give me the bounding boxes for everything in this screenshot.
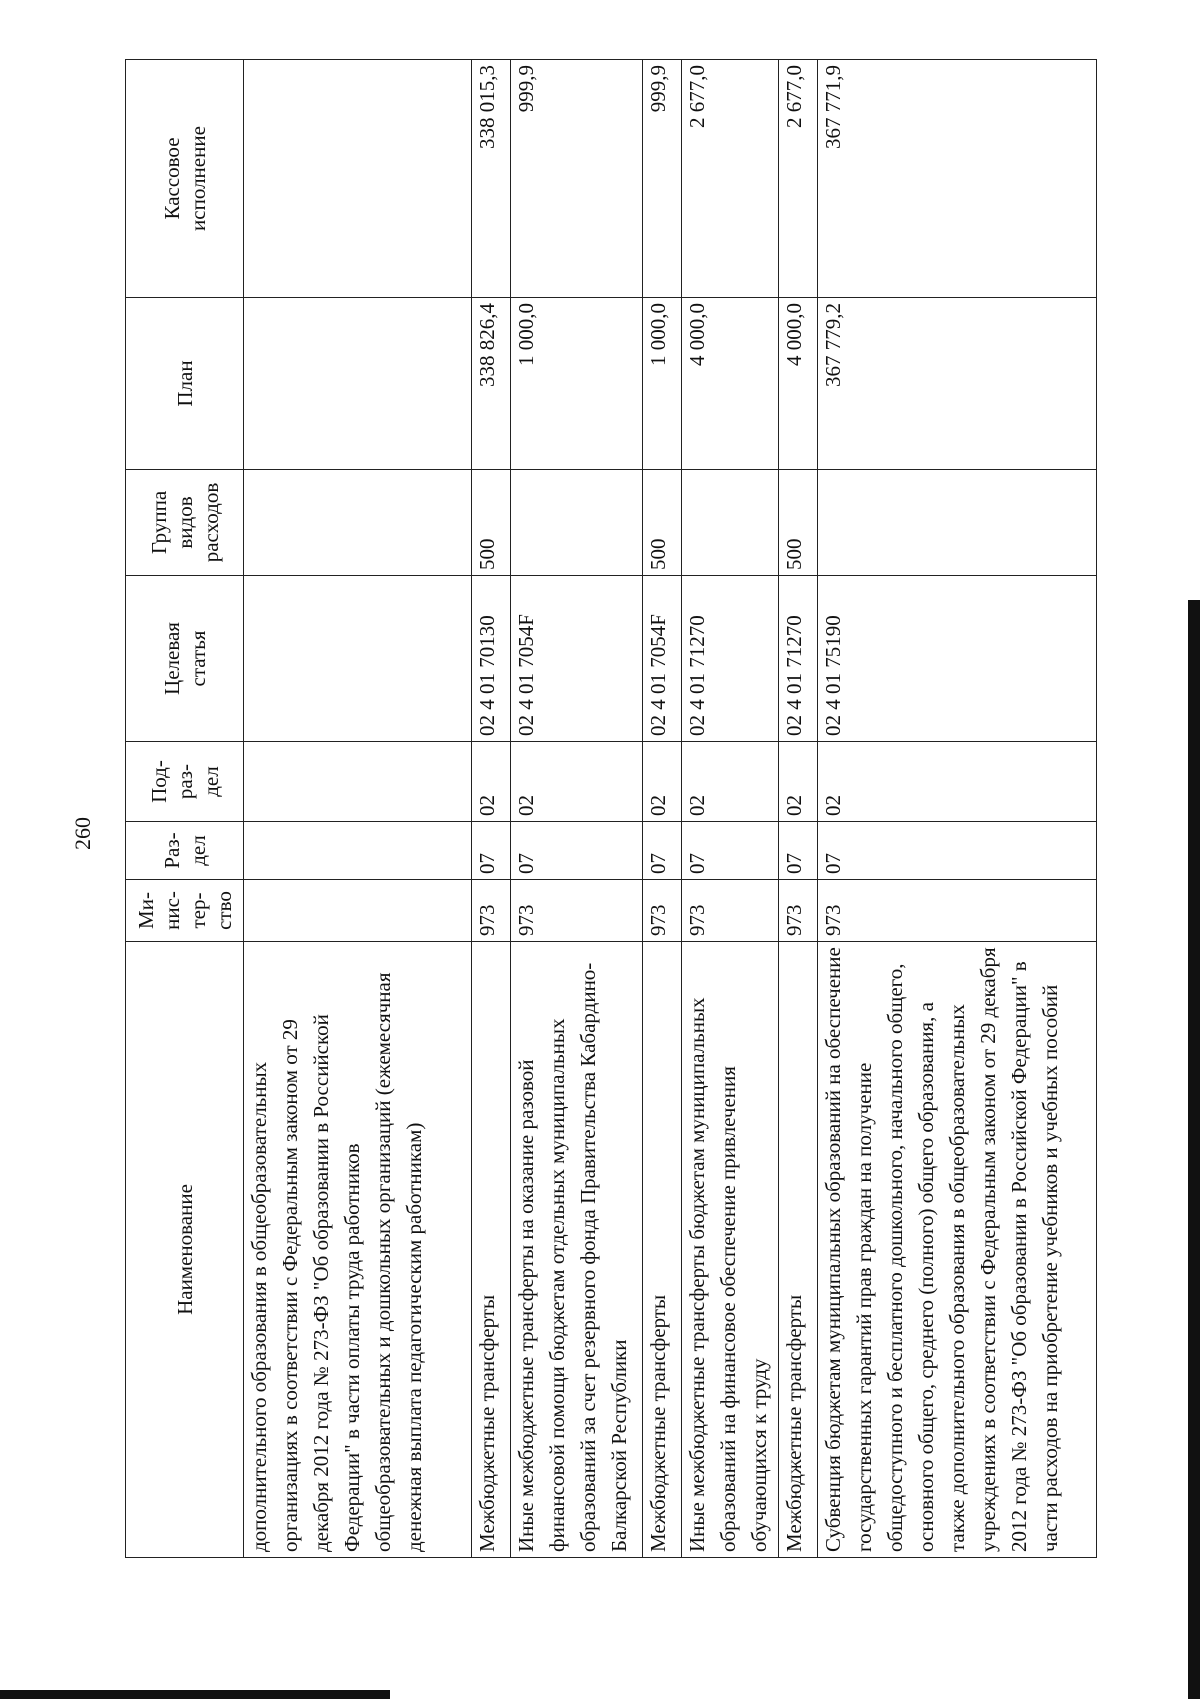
table-row [682, 60, 779, 1558]
row-section: 07 [779, 822, 818, 880]
header-subsection: Под- раз- дел [126, 742, 244, 822]
row-target: 02 4 01 70130 [472, 576, 511, 742]
row-ministry: 973 [779, 880, 818, 942]
scan-edge-right [1188, 600, 1200, 1699]
row-execution [244, 60, 472, 298]
row-subsection: 02 [779, 742, 818, 822]
row-target: 02 4 01 75190 [818, 576, 1097, 742]
header-group: Группа видов расходов [126, 470, 244, 576]
row-name: Межбюджетные трансферты [643, 942, 682, 1558]
row-execution: 999,9 [643, 60, 682, 298]
budget-table [125, 59, 1097, 1558]
row-target: 02 4 01 7054F [511, 576, 643, 742]
table-header-row [126, 60, 244, 1558]
row-ministry: 973 [818, 880, 1097, 942]
row-section [244, 822, 472, 880]
row-target: 02 4 01 7054F [643, 576, 682, 742]
header-ministry: Ми- нис- тер- ство [126, 880, 244, 942]
row-plan: 1 000,0 [643, 298, 682, 470]
row-group [818, 470, 1097, 576]
row-ministry [244, 880, 472, 942]
row-execution: 338 015,3 [472, 60, 511, 298]
scan-edge-bottom [0, 1690, 390, 1699]
row-subsection: 02 [472, 742, 511, 822]
row-name: Межбюджетные трансферты [779, 942, 818, 1558]
header-section: Раз- дел [126, 822, 244, 880]
row-section: 07 [818, 822, 1097, 880]
row-subsection: 02 [818, 742, 1097, 822]
row-subsection: 02 [511, 742, 643, 822]
row-section: 07 [472, 822, 511, 880]
row-execution: 367 771,9 [818, 60, 1097, 298]
row-group [511, 470, 643, 576]
row-plan [244, 298, 472, 470]
row-ministry: 973 [511, 880, 643, 942]
row-plan: 367 779,2 [818, 298, 1097, 470]
table-row [779, 60, 818, 1558]
row-name: дополнительного образования в общеобразовательных организациях в соответствии с Федеральным законом от 29 декабря 2012 года № 273-ФЗ "Об образовании в Российской Федерации" в части оплаты труда работников общеобразовательных и дошкольных организаций (ежемесячная денежная выплата педагогическим работникам) [244, 942, 472, 1558]
row-group [244, 470, 472, 576]
row-subsection: 02 [643, 742, 682, 822]
row-group [682, 470, 779, 576]
row-section: 07 [643, 822, 682, 880]
header-target: Целевая статья [126, 576, 244, 742]
row-plan: 4 000,0 [779, 298, 818, 470]
row-section: 07 [682, 822, 779, 880]
row-execution: 2 677,0 [682, 60, 779, 298]
row-ministry: 973 [682, 880, 779, 942]
row-name: Иные межбюджетные трансферты на оказание разовой финансовой помощи бюджетам отдельных муниципальных образований за счет резервного фонда Правительства Кабардино-Балкарской Республики [511, 942, 643, 1558]
row-ministry: 973 [643, 880, 682, 942]
budget-table-container [125, 60, 1076, 1558]
table-row [643, 60, 682, 1558]
row-plan: 4 000,0 [682, 298, 779, 470]
row-name: Иные межбюджетные трансферты бюджетам муниципальных образований на финансовое обеспечение привлечения обучающихся к труду [682, 942, 779, 1558]
row-target: 02 4 01 71270 [682, 576, 779, 742]
row-group: 500 [472, 470, 511, 576]
row-target [244, 576, 472, 742]
row-name: Межбюджетные трансферты [472, 942, 511, 1558]
row-section: 07 [511, 822, 643, 880]
row-execution: 999,9 [511, 60, 643, 298]
row-group: 500 [643, 470, 682, 576]
row-ministry: 973 [472, 880, 511, 942]
row-subsection: 02 [682, 742, 779, 822]
table-row [818, 60, 1097, 1558]
header-execution: Кассовое исполнение [126, 60, 244, 298]
row-group: 500 [779, 470, 818, 576]
header-name: Наименование [126, 942, 244, 1558]
row-name: Субвенция бюджетам муниципальных образований на обеспечение государственных гарантий прав граждан на получение общедоступного и бесплатного дошкольного, начального общего, основного общего, среднего (полного) общего образования, а также дополнительного образования в общеобразовательных учреждениях в соответствии с Федеральным законом от 29 декабря 2012 года № 273-ФЗ "Об образовании в Российской Федерации" в части расходов на приобретение учебников и учебных пособий [818, 942, 1097, 1558]
table-row [472, 60, 511, 1558]
table-row [511, 60, 643, 1558]
row-subsection [244, 742, 472, 822]
row-plan: 338 826,4 [472, 298, 511, 470]
page-number: 260 [70, 817, 95, 850]
header-plan: План [126, 298, 244, 470]
row-execution: 2 677,0 [779, 60, 818, 298]
row-target: 02 4 01 71270 [779, 576, 818, 742]
row-plan: 1 000,0 [511, 298, 643, 470]
table-row [244, 60, 472, 1558]
